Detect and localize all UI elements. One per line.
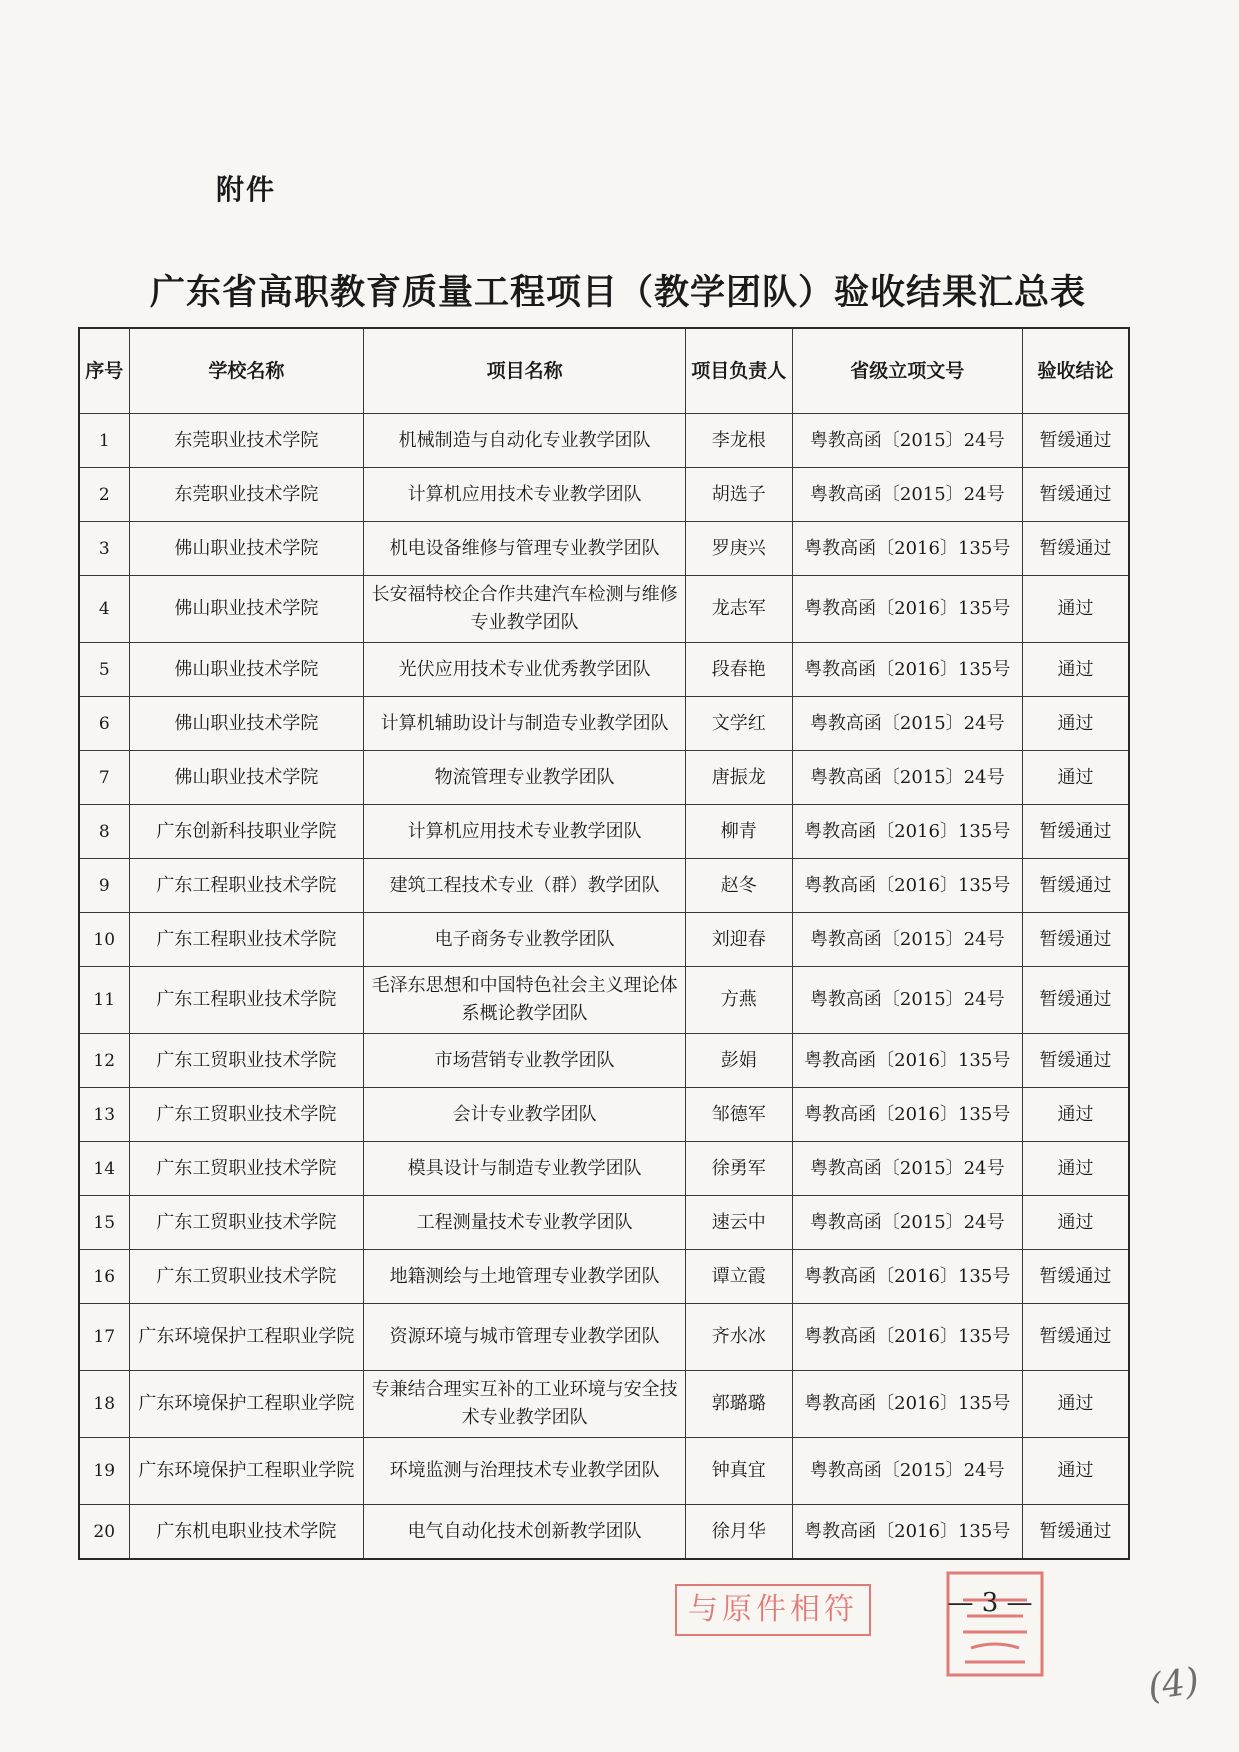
table-row xyxy=(79,805,1129,859)
certified-copy-stamp: 与原件相符 xyxy=(675,1584,871,1636)
school-name: 广东工贸职业技术学院 xyxy=(129,1142,364,1196)
acceptance-result: 暂缓通过 xyxy=(1022,522,1129,576)
results-table xyxy=(78,327,1130,1560)
acceptance-result: 通过 xyxy=(1022,1196,1129,1250)
project-leader: 徐月华 xyxy=(686,1505,793,1560)
project-leader: 邹德军 xyxy=(686,1088,793,1142)
row-index: 13 xyxy=(79,1088,129,1142)
project-leader: 齐水冰 xyxy=(686,1304,793,1371)
project-name: 物流管理专业教学团队 xyxy=(364,751,686,805)
table-row xyxy=(79,643,1129,697)
approval-doc-number: 粤教高函〔2015〕24号 xyxy=(792,414,1022,468)
table-row xyxy=(79,1505,1129,1560)
acceptance-result: 通过 xyxy=(1022,1438,1129,1505)
table-row xyxy=(79,967,1129,1034)
project-leader: 唐振龙 xyxy=(686,751,793,805)
project-name: 机械制造与自动化专业教学团队 xyxy=(364,414,686,468)
school-name: 广东工贸职业技术学院 xyxy=(129,1034,364,1088)
project-leader: 彭娟 xyxy=(686,1034,793,1088)
approval-doc-number: 粤教高函〔2016〕135号 xyxy=(792,1250,1022,1304)
acceptance-result: 暂缓通过 xyxy=(1022,1304,1129,1371)
attachment-label: 附件 xyxy=(216,173,277,206)
school-name: 东莞职业技术学院 xyxy=(129,468,364,522)
table-row xyxy=(79,1142,1129,1196)
table-row xyxy=(79,414,1129,468)
project-leader: 段春艳 xyxy=(686,643,793,697)
project-name: 模具设计与制造专业教学团队 xyxy=(364,1142,686,1196)
row-index: 14 xyxy=(79,1142,129,1196)
project-name: 会计专业教学团队 xyxy=(364,1088,686,1142)
project-leader: 郭璐璐 xyxy=(686,1371,793,1438)
table-row xyxy=(79,751,1129,805)
school-name: 东莞职业技术学院 xyxy=(129,414,364,468)
school-name: 佛山职业技术学院 xyxy=(129,643,364,697)
project-leader: 谭立霞 xyxy=(686,1250,793,1304)
approval-doc-number: 粤教高函〔2016〕135号 xyxy=(792,1505,1022,1560)
header-project: 项目名称 xyxy=(364,328,686,414)
project-name: 地籍测绘与土地管理专业教学团队 xyxy=(364,1250,686,1304)
row-index: 5 xyxy=(79,643,129,697)
project-leader: 赵冬 xyxy=(686,859,793,913)
project-name: 市场营销专业教学团队 xyxy=(364,1034,686,1088)
approval-doc-number: 粤教高函〔2015〕24号 xyxy=(792,468,1022,522)
school-name: 佛山职业技术学院 xyxy=(129,522,364,576)
project-leader: 徐勇军 xyxy=(686,1142,793,1196)
school-name: 佛山职业技术学院 xyxy=(129,576,364,643)
approval-doc-number: 粤教高函〔2016〕135号 xyxy=(792,643,1022,697)
project-name: 计算机辅助设计与制造专业教学团队 xyxy=(364,697,686,751)
page-number: — 3 — xyxy=(947,1588,1033,1618)
approval-doc-number: 粤教高函〔2015〕24号 xyxy=(792,913,1022,967)
row-index: 2 xyxy=(79,468,129,522)
table-row xyxy=(79,697,1129,751)
acceptance-result: 通过 xyxy=(1022,751,1129,805)
approval-doc-number: 粤教高函〔2016〕135号 xyxy=(792,1088,1022,1142)
project-name: 长安福特校企合作共建汽车检测与维修专业教学团队 xyxy=(364,576,686,643)
table-row xyxy=(79,468,1129,522)
header-leader: 项目负责人 xyxy=(686,328,793,414)
table-row xyxy=(79,913,1129,967)
project-leader: 钟真宜 xyxy=(686,1438,793,1505)
table-body xyxy=(79,414,1129,1560)
approval-doc-number: 粤教高函〔2015〕24号 xyxy=(792,1438,1022,1505)
acceptance-result: 通过 xyxy=(1022,643,1129,697)
table-header-row xyxy=(79,328,1129,414)
row-index: 4 xyxy=(79,576,129,643)
school-name: 广东工贸职业技术学院 xyxy=(129,1250,364,1304)
red-seal-icon xyxy=(945,1570,1045,1678)
school-name: 广东机电职业技术学院 xyxy=(129,1505,364,1560)
handwritten-page-mark: (4) xyxy=(1145,1660,1202,1709)
document-title: 广东省高职教育质量工程项目（教学团队）验收结果汇总表 xyxy=(150,272,1087,313)
table-row xyxy=(79,1088,1129,1142)
acceptance-result: 暂缓通过 xyxy=(1022,1505,1129,1560)
project-name: 计算机应用技术专业教学团队 xyxy=(364,805,686,859)
project-name: 环境监测与治理技术专业教学团队 xyxy=(364,1438,686,1505)
project-name: 计算机应用技术专业教学团队 xyxy=(364,468,686,522)
project-name: 毛泽东思想和中国特色社会主义理论体系概论教学团队 xyxy=(364,967,686,1034)
school-name: 广东环境保护工程职业学院 xyxy=(129,1304,364,1371)
row-index: 6 xyxy=(79,697,129,751)
acceptance-result: 暂缓通过 xyxy=(1022,1034,1129,1088)
acceptance-result: 暂缓通过 xyxy=(1022,468,1129,522)
project-leader: 文学红 xyxy=(686,697,793,751)
table-row xyxy=(79,1371,1129,1438)
school-name: 广东创新科技职业学院 xyxy=(129,805,364,859)
approval-doc-number: 粤教高函〔2016〕135号 xyxy=(792,805,1022,859)
project-leader: 柳青 xyxy=(686,805,793,859)
project-leader: 胡选子 xyxy=(686,468,793,522)
acceptance-result: 暂缓通过 xyxy=(1022,805,1129,859)
acceptance-result: 暂缓通过 xyxy=(1022,414,1129,468)
project-name: 光伏应用技术专业优秀教学团队 xyxy=(364,643,686,697)
approval-doc-number: 粤教高函〔2016〕135号 xyxy=(792,1371,1022,1438)
school-name: 广东工程职业技术学院 xyxy=(129,859,364,913)
approval-doc-number: 粤教高函〔2015〕24号 xyxy=(792,697,1022,751)
project-name: 专兼结合理实互补的工业环境与安全技术专业教学团队 xyxy=(364,1371,686,1438)
school-name: 广东工程职业技术学院 xyxy=(129,913,364,967)
approval-doc-number: 粤教高函〔2015〕24号 xyxy=(792,751,1022,805)
project-leader: 速云中 xyxy=(686,1196,793,1250)
acceptance-result: 暂缓通过 xyxy=(1022,913,1129,967)
row-index: 19 xyxy=(79,1438,129,1505)
project-name: 建筑工程技术专业（群）教学团队 xyxy=(364,859,686,913)
row-index: 16 xyxy=(79,1250,129,1304)
header-approval-doc: 省级立项文号 xyxy=(792,328,1022,414)
row-index: 11 xyxy=(79,967,129,1034)
approval-doc-number: 粤教高函〔2015〕24号 xyxy=(792,1196,1022,1250)
row-index: 17 xyxy=(79,1304,129,1371)
table-row xyxy=(79,576,1129,643)
acceptance-result: 暂缓通过 xyxy=(1022,1250,1129,1304)
project-name: 机电设备维修与管理专业教学团队 xyxy=(364,522,686,576)
school-name: 广东工贸职业技术学院 xyxy=(129,1196,364,1250)
acceptance-result: 通过 xyxy=(1022,576,1129,643)
acceptance-result: 通过 xyxy=(1022,1371,1129,1438)
row-index: 9 xyxy=(79,859,129,913)
approval-doc-number: 粤教高函〔2016〕135号 xyxy=(792,859,1022,913)
project-leader: 方燕 xyxy=(686,967,793,1034)
header-index: 序号 xyxy=(79,328,129,414)
approval-doc-number: 粤教高函〔2016〕135号 xyxy=(792,1034,1022,1088)
table-row xyxy=(79,522,1129,576)
row-index: 7 xyxy=(79,751,129,805)
row-index: 15 xyxy=(79,1196,129,1250)
project-name: 电子商务专业教学团队 xyxy=(364,913,686,967)
project-name: 工程测量技术专业教学团队 xyxy=(364,1196,686,1250)
project-leader: 罗庚兴 xyxy=(686,522,793,576)
table-row xyxy=(79,859,1129,913)
header-result: 验收结论 xyxy=(1022,328,1129,414)
acceptance-result: 通过 xyxy=(1022,1088,1129,1142)
header-school: 学校名称 xyxy=(129,328,364,414)
table-row xyxy=(79,1304,1129,1371)
school-name: 广东工程职业技术学院 xyxy=(129,967,364,1034)
approval-doc-number: 粤教高函〔2016〕135号 xyxy=(792,576,1022,643)
row-index: 8 xyxy=(79,805,129,859)
project-name: 资源环境与城市管理专业教学团队 xyxy=(364,1304,686,1371)
table-row xyxy=(79,1250,1129,1304)
table-row xyxy=(79,1196,1129,1250)
row-index: 20 xyxy=(79,1505,129,1560)
acceptance-result: 暂缓通过 xyxy=(1022,967,1129,1034)
row-index: 18 xyxy=(79,1371,129,1438)
school-name: 佛山职业技术学院 xyxy=(129,697,364,751)
project-name: 电气自动化技术创新教学团队 xyxy=(364,1505,686,1560)
approval-doc-number: 粤教高函〔2015〕24号 xyxy=(792,1142,1022,1196)
school-name: 广东环境保护工程职业学院 xyxy=(129,1371,364,1438)
row-index: 10 xyxy=(79,913,129,967)
project-leader: 龙志军 xyxy=(686,576,793,643)
acceptance-result: 通过 xyxy=(1022,697,1129,751)
approval-doc-number: 粤教高函〔2016〕135号 xyxy=(792,1304,1022,1371)
table-row xyxy=(79,1438,1129,1505)
row-index: 12 xyxy=(79,1034,129,1088)
table-row xyxy=(79,1034,1129,1088)
approval-doc-number: 粤教高函〔2016〕135号 xyxy=(792,522,1022,576)
row-index: 1 xyxy=(79,414,129,468)
acceptance-result: 通过 xyxy=(1022,1142,1129,1196)
project-leader: 李龙根 xyxy=(686,414,793,468)
school-name: 广东工贸职业技术学院 xyxy=(129,1088,364,1142)
school-name: 广东环境保护工程职业学院 xyxy=(129,1438,364,1505)
row-index: 3 xyxy=(79,522,129,576)
school-name: 佛山职业技术学院 xyxy=(129,751,364,805)
acceptance-result: 暂缓通过 xyxy=(1022,859,1129,913)
project-leader: 刘迎春 xyxy=(686,913,793,967)
approval-doc-number: 粤教高函〔2015〕24号 xyxy=(792,967,1022,1034)
